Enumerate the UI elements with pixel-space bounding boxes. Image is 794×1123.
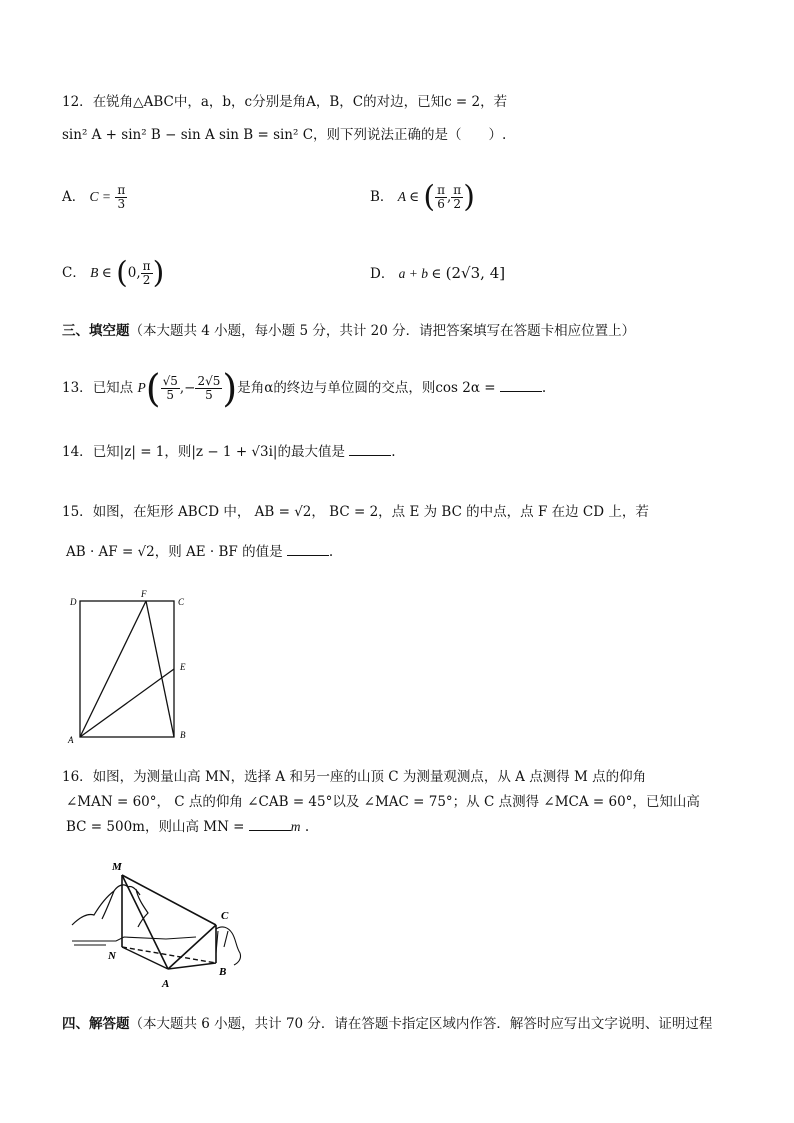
q14-text: 已知|z| = 1，则|z − 1 + √3i|的最大值是	[92, 444, 345, 460]
option-c-label: C．	[62, 265, 86, 281]
mountain-figure	[66, 855, 256, 995]
q16-text-line1: 如图，为测量山高 MN，选择 A 和另一座的山顶 C 为测量观测点，从 A 点测得 M 点的仰角	[92, 769, 647, 785]
section3-desc: （本大题共 4 小题，每小题 5 分，共计 20 分．请把答案填写在答题卡相应位置上）	[129, 323, 636, 339]
label-m: M	[112, 861, 122, 873]
q15-line2	[66, 542, 333, 562]
label-c: C	[178, 597, 185, 607]
q13-pre: 已知点	[92, 380, 134, 396]
option-b-expr: A ∈	[397, 189, 420, 204]
q16-line2	[66, 792, 700, 812]
label-n: N	[108, 950, 116, 962]
section4-title: 四、解答题	[62, 1016, 130, 1032]
q15-answer-blank[interactable]	[287, 543, 329, 556]
label-f: F	[141, 590, 147, 599]
q12-stem-line1: 在锐角△ABC中，a，b，c分别是角A，B，C的对边，已知c = 2，若	[92, 94, 508, 110]
label-d: D	[70, 597, 77, 607]
q12-option-b: B． A ∈ ( $\frac{\pi}{6}$ , $\frac{\pi}{2}$ )	[370, 179, 475, 215]
q14-answer-blank[interactable]	[349, 443, 391, 456]
q13-line: 13．已知点 P( $\frac{√5}{5}$ ,− $\frac{2√5}{5}$ )是角α的终边与单位圆的交点，则cos 2α = .	[62, 366, 547, 411]
q13-answer-blank[interactable]	[500, 379, 542, 392]
label-e: E	[180, 662, 186, 672]
q13-fraction-1: $\frac{√5}{5}$	[162, 374, 178, 402]
q14-number: 14．	[62, 444, 93, 460]
q14-end: .	[391, 444, 396, 460]
q12-option-a	[62, 180, 127, 214]
q14-line	[62, 442, 396, 462]
option-a-fraction: $\frac{\pi}{3}$	[117, 183, 126, 211]
q15-text-line2: AB · AF = √2，则 AE · BF 的值是	[66, 544, 283, 560]
section4-header	[62, 1014, 712, 1034]
option-b-label: B．	[370, 189, 394, 205]
section3-header	[62, 321, 635, 341]
option-b-fraction-1: $\frac{\pi}{6}$	[437, 183, 445, 211]
q16-end: .	[304, 819, 310, 835]
label-a: A	[68, 735, 74, 745]
rectangle-figure	[60, 590, 200, 750]
q12-option-d	[370, 256, 505, 291]
option-c-fraction: $\frac{\pi}{2}$	[142, 259, 151, 287]
section4-desc: （本大题共 6 小题，共计 70 分．请在答题卡指定区域内作答．解答时应写出文字说明、证明过程	[129, 1016, 713, 1032]
option-a-label: A．	[62, 189, 86, 205]
q16-line3	[66, 817, 309, 837]
label-c: C	[221, 910, 229, 922]
q15-text-line1: 如图，在矩形 ABCD 中， AB = √2， BC = 2，点 E 为 BC 的中点，点 F 在边 CD 上，若	[92, 504, 649, 520]
q15-line1	[62, 502, 649, 522]
q13-post: 是角α的终边与单位圆的交点，则cos 2α =	[237, 380, 496, 396]
label-a: A	[162, 978, 170, 990]
q15-end: .	[328, 544, 334, 560]
option-d-interval: (2√3, 4]	[445, 264, 506, 282]
label-b: B	[219, 966, 227, 978]
q16-number: 16．	[62, 769, 93, 785]
section3-title: 三、填空题	[62, 323, 130, 339]
q13-end: .	[541, 380, 547, 396]
option-d-label: D．	[370, 266, 395, 282]
option-c-first: 0,	[127, 265, 141, 281]
q13-fraction-2: $\frac{2√5}{5}$	[197, 374, 221, 402]
option-a-expr: C =	[89, 189, 112, 204]
q16-line1	[62, 767, 646, 787]
q16-text-line2: ∠MAN = 60°， C 点的仰角 ∠CAB = 45°以及 ∠MAC = 75°；从 C 点测得 ∠MCA = 60°，已知山高	[66, 794, 700, 810]
option-c-expr: B ∈	[90, 265, 112, 280]
q12-option-c: C． B ∈ (0, $\frac{\pi}{2}$ )	[62, 255, 165, 291]
q12-line2	[62, 125, 506, 145]
option-b-fraction-2: $\frac{\pi}{2}$	[453, 183, 462, 211]
option-d-expr: a + b ∈	[398, 266, 442, 281]
q13-point: P	[137, 380, 146, 395]
q12-stem-line2: sin² A + sin² B − sin A sin B = sin² C，则下列说法正确的是（ ）.	[62, 127, 507, 143]
label-b: B	[180, 730, 186, 740]
q16-unit: m	[290, 819, 301, 834]
q12-number: 12．	[62, 94, 93, 110]
q16-answer-blank[interactable]	[249, 818, 291, 831]
q12-line1	[62, 92, 507, 112]
q15-number: 15．	[62, 504, 93, 520]
q16-text-line3: BC = 500m，则山高 MN =	[66, 819, 245, 835]
q13-number: 13．	[62, 380, 93, 396]
